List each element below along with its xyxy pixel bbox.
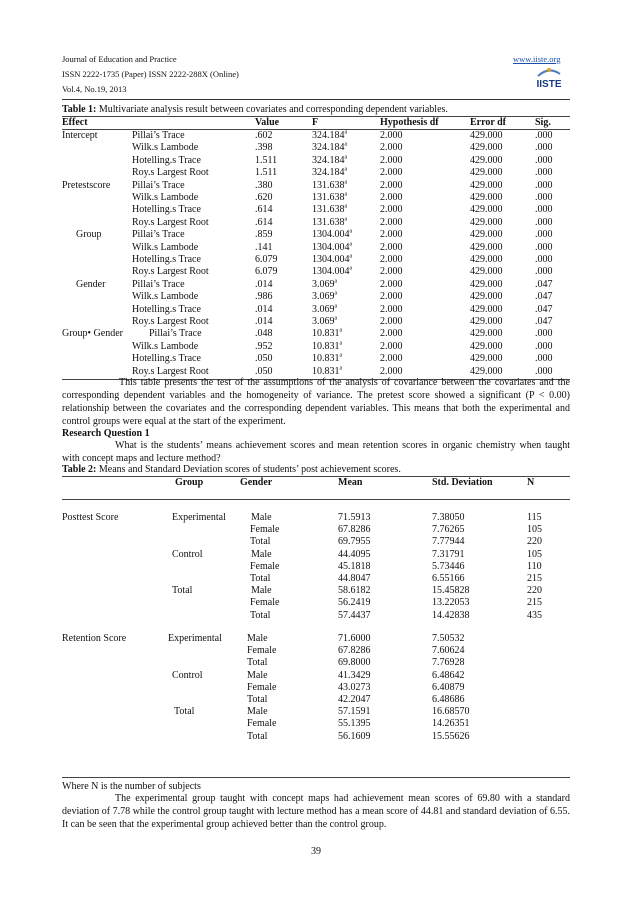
table1-sig: .047 — [535, 278, 553, 290]
table1-f: 131.638 — [312, 204, 345, 216]
table2-gender: Total — [247, 657, 268, 669]
table2-header-rule — [62, 499, 570, 500]
table2-top-rule — [62, 476, 570, 477]
table1-header-2: F — [312, 117, 319, 128]
table1-sig: .000 — [535, 328, 553, 340]
table2-mean: 42.2047 — [338, 694, 371, 705]
table1-hypothesis-df: 2.000 — [380, 303, 403, 315]
table1-error-df: 429.000 — [470, 204, 503, 216]
table1-f-superscript: a — [349, 228, 353, 235]
table1-sig: .000 — [535, 229, 553, 241]
table2-std-deviation: 6.40879 — [432, 681, 465, 693]
volume-line: Vol.4, No.19, 2013 — [62, 84, 127, 94]
table1-value: 6.079 — [255, 254, 278, 265]
table1-hypothesis-df: 2.000 — [380, 167, 403, 179]
table1-error-df: 429.000 — [470, 365, 503, 377]
table1-f-cell — [312, 142, 347, 155]
table1-caption: Table 1: Multivariate analysis result between covariates and corresponding dependent variables. — [62, 104, 448, 115]
table2-gender: Total — [250, 609, 271, 621]
table1-error-df: 429.000 — [470, 291, 503, 303]
table1-f-cell — [312, 155, 347, 168]
table2-std-deviation: 6.48686 — [432, 694, 465, 705]
table1-test: Pillai’s Trace — [149, 328, 202, 340]
table1-test: Pillai’s Trace — [132, 179, 185, 191]
table1-hypothesis-df: 2.000 — [380, 154, 403, 166]
table2-gender: Total — [250, 573, 271, 584]
table1-sig: .000 — [535, 130, 553, 141]
table1-f-superscript: a — [344, 166, 348, 173]
table2-mean: 56.1609 — [338, 730, 371, 742]
paragraph-2: The experimental group taught with concept maps had achievement mean scores of 69.80 with a standard deviation of 7.78 while the control group taught with lecture method has a mean score of 44.81 and standard deviation of 6.55. It can be seen that the experimental group achieved better than the control group. — [62, 793, 570, 830]
table2-std-deviation: 7.76928 — [432, 657, 465, 669]
table1-f-cell — [312, 229, 352, 242]
table2-caption: Table 2: Means and Standard Deviation scores of students’ post achievement scores. — [62, 464, 401, 475]
table1-f-superscript: a — [349, 253, 353, 260]
table1-sig: .000 — [535, 216, 553, 228]
table1-f-cell — [312, 266, 352, 279]
table2-gender: Male — [251, 512, 272, 523]
table1-effect: Group — [76, 229, 102, 241]
table1-hypothesis-df: 2.000 — [380, 241, 403, 253]
table2-mean: 69.8000 — [338, 657, 371, 669]
table1-value: 1.511 — [255, 167, 278, 179]
table1-value: .014 — [255, 303, 273, 315]
table1-value: .620 — [255, 192, 273, 203]
iiste-logo — [532, 64, 566, 90]
table1-value: .050 — [255, 353, 273, 365]
table1-f: 10.831 — [312, 353, 340, 365]
table1-test: Roy.s Largest Root — [132, 266, 209, 278]
table2-n: 215 — [527, 597, 542, 609]
table1-hypothesis-df: 2.000 — [380, 316, 403, 327]
table1-value: .380 — [255, 179, 273, 191]
table1-error-df: 429.000 — [470, 130, 503, 141]
table1-f: 324.184 — [312, 154, 345, 166]
table2-measure: Retention Score — [62, 633, 127, 644]
table1-hypothesis-df: 2.000 — [380, 254, 403, 265]
table1-error-df: 429.000 — [470, 142, 503, 154]
table2-n: 215 — [527, 573, 542, 584]
table1-value: .859 — [255, 229, 273, 241]
table1-sig: .000 — [535, 365, 553, 377]
table1-f-cell — [312, 180, 347, 193]
table1-hypothesis-df: 2.000 — [380, 142, 403, 154]
table2-gender: Female — [247, 645, 277, 657]
table1-hypothesis-df: 2.000 — [380, 216, 403, 228]
table2-std-deviation: 7.77944 — [432, 536, 465, 548]
table1-test: Hotelling.s Trace — [132, 303, 201, 315]
table1-hypothesis-df: 2.000 — [380, 229, 403, 241]
table1-test: Wilk.s Lambode — [132, 142, 199, 154]
table1-test: Wilk.s Lambode — [132, 241, 199, 253]
table2-mean: 44.8047 — [338, 573, 371, 584]
table2-gender: Female — [250, 597, 280, 609]
table2-mean: 57.4437 — [338, 609, 371, 621]
table1-f-superscript: a — [334, 290, 338, 297]
table1-value: .014 — [255, 316, 273, 327]
table1-value: .141 — [255, 241, 273, 253]
journal-name: Journal of Education and Practice — [62, 54, 177, 64]
table1-error-df: 429.000 — [470, 278, 503, 290]
table1-f-superscript: a — [344, 191, 348, 198]
table1-sig: .000 — [535, 142, 553, 154]
table1-error-df: 429.000 — [470, 353, 503, 365]
table1-f-cell — [312, 353, 342, 366]
page-number: 39 — [311, 846, 321, 857]
table1-f-cell — [312, 291, 337, 304]
table1-test: Hotelling.s Trace — [132, 154, 201, 166]
table2-mean: 43.0273 — [338, 681, 371, 693]
table1-test: Hotelling.s Trace — [132, 353, 201, 365]
table1-sig: .047 — [535, 316, 553, 327]
table1-f-superscript: a — [344, 216, 348, 223]
table1-sig: .000 — [535, 353, 553, 365]
table1-f: 131.638 — [312, 179, 345, 191]
table2-mean: 44.4095 — [338, 548, 371, 560]
table1-sig: .000 — [535, 192, 553, 203]
table2-group: Total — [172, 585, 193, 597]
table2-mean: 67.8286 — [338, 645, 371, 657]
table2-header-3: Std. Deviation — [432, 477, 493, 488]
table1-error-df: 429.000 — [470, 328, 503, 340]
table1-f-cell — [312, 341, 342, 354]
table2-mean: 58.6182 — [338, 585, 371, 597]
table2-group: Experimental — [172, 512, 226, 523]
table2-gender: Male — [251, 548, 272, 560]
table1-effect: Intercept — [62, 130, 98, 141]
table1-effect: Pretestscore — [62, 179, 111, 191]
table1-f-cell — [312, 316, 337, 329]
table2-gender: Female — [250, 560, 280, 572]
table1-f-superscript: a — [339, 340, 343, 347]
table1-sig: .000 — [535, 154, 553, 166]
table2-mean: 57.1591 — [338, 706, 371, 718]
table1-error-df: 429.000 — [470, 179, 503, 191]
svg-text:IISTE: IISTE — [536, 79, 562, 90]
table1-f-superscript: a — [339, 352, 343, 359]
table1-f-superscript: a — [334, 278, 338, 285]
table1-hypothesis-df: 2.000 — [380, 179, 403, 191]
table1-f-cell — [312, 217, 347, 230]
table1-f-superscript: a — [344, 129, 348, 136]
table2-std-deviation: 14.26351 — [432, 718, 470, 730]
issn-line: ISSN 2222-1735 (Paper) ISSN 2222-288X (Online) — [62, 69, 239, 79]
table1-error-df: 429.000 — [470, 241, 503, 253]
table2-std-deviation: 7.60624 — [432, 645, 465, 657]
table2-gender: Total — [247, 694, 268, 705]
table2-gender: Female — [247, 718, 277, 730]
table1-test: Roy.s Largest Root — [132, 167, 209, 179]
table1-test: Wilk.s Lambode — [132, 340, 199, 352]
table1-f-superscript: a — [344, 154, 348, 161]
table1-f: 1304.004 — [312, 229, 350, 241]
table2-group: Experimental — [168, 633, 222, 644]
table1-sig: .047 — [535, 291, 553, 303]
table1-error-df: 429.000 — [470, 192, 503, 203]
table1-error-df: 429.000 — [470, 340, 503, 352]
table1-sig: .000 — [535, 241, 553, 253]
table1-header-1: Value — [255, 117, 280, 128]
table1-value: .986 — [255, 291, 273, 303]
research-question-title: Research Question 1 — [62, 428, 150, 439]
table2-std-deviation: 7.38050 — [432, 512, 465, 523]
table2-group: Control — [172, 669, 203, 681]
table1-hypothesis-df: 2.000 — [380, 204, 403, 216]
table2-bottom-rule — [62, 777, 570, 778]
table1-test: Wilk.s Lambode — [132, 291, 199, 303]
table1-f-cell — [312, 254, 352, 267]
table2-n: 220 — [527, 585, 542, 597]
table1-f-superscript: a — [334, 315, 338, 322]
table2-std-deviation: 14.42838 — [432, 609, 470, 621]
table1-f-cell — [312, 130, 347, 143]
table1-test: Roy.s Largest Root — [132, 316, 209, 327]
table2-gender: Total — [250, 536, 271, 548]
table1-f-cell — [312, 328, 342, 341]
paragraph-1: This table presents the test of the assumptions of the analysis of covariance between the covariates and the corresponding dependent variables and the homogeneity of variance. The pretest score showed a significant (P < 0.00) relationship between the covariates and the corresponding dependent variables. This means that both the experimental and control groups were equal at the start of the experiment. — [62, 377, 570, 427]
table2-gender: Male — [251, 585, 272, 597]
table-note: Where N is the number of subjects — [62, 781, 201, 792]
table1-header-4: Error df — [470, 117, 507, 128]
table1-value: .952 — [255, 340, 273, 352]
table1-hypothesis-df: 2.000 — [380, 291, 403, 303]
table1-f-cell — [312, 204, 347, 217]
table2-mean: 69.7955 — [338, 536, 371, 548]
table1-test: Roy.s Largest Root — [132, 365, 209, 377]
table1-error-df: 429.000 — [470, 229, 503, 241]
table1-f-cell — [312, 242, 352, 255]
table1-error-df: 429.000 — [470, 266, 503, 278]
table1-f: 324.184 — [312, 130, 345, 141]
table1-f-superscript: a — [344, 142, 348, 149]
table1-error-df: 429.000 — [470, 216, 503, 228]
table1-f: 131.638 — [312, 192, 345, 203]
table1-header-0: Effect — [62, 117, 88, 128]
table1-test: Hotelling.s Trace — [132, 254, 201, 265]
table2-header-2: Mean — [338, 477, 363, 488]
table1-header-5: Sig. — [535, 117, 551, 128]
table2-std-deviation: 7.31791 — [432, 548, 465, 560]
table1-hypothesis-df: 2.000 — [380, 266, 403, 278]
table1-f-cell — [312, 167, 347, 180]
table1-sig: .000 — [535, 167, 553, 179]
table2-std-deviation: 15.55626 — [432, 730, 470, 742]
table2-mean: 56.2419 — [338, 597, 371, 609]
table1-f: 3.069 — [312, 278, 335, 290]
research-question-text: What is the students’ means achievement scores and mean retention scores in organic chemistry when taught with concept maps and lecture method? — [62, 440, 570, 464]
table1-hypothesis-df: 2.000 — [380, 328, 403, 340]
table2-mean: 71.5913 — [338, 512, 371, 523]
table1-f: 1304.004 — [312, 266, 350, 278]
table1-f-cell — [312, 192, 347, 205]
table1-value: 6.079 — [255, 266, 278, 278]
table1-caption-text: Multivariate analysis result between covariates and corresponding dependent variables. — [98, 104, 448, 115]
table1-test: Pillai’s Trace — [132, 278, 185, 290]
table1-test: Pillai’s Trace — [132, 130, 185, 141]
table1-error-df: 429.000 — [470, 154, 503, 166]
table2-n: 435 — [527, 609, 542, 621]
table2-std-deviation: 16.68570 — [432, 706, 470, 718]
table2-std-deviation: 15.45828 — [432, 585, 470, 597]
table1-f-superscript: a — [349, 241, 353, 248]
table2-gender: Female — [247, 681, 277, 693]
table2-std-deviation: 7.50532 — [432, 633, 465, 644]
table2-n: 110 — [527, 560, 542, 572]
table1-value: .614 — [255, 204, 273, 216]
table1-f: 324.184 — [312, 167, 345, 179]
table1-error-df: 429.000 — [470, 167, 503, 179]
table2-std-deviation: 6.55166 — [432, 573, 465, 584]
website-link[interactable]: www.iiste.org — [513, 54, 561, 64]
table1-value: .014 — [255, 278, 273, 290]
table1-f-cell — [312, 279, 337, 292]
table2-gender: Male — [247, 706, 268, 718]
table1-hypothesis-df: 2.000 — [380, 130, 403, 141]
table1-effect: Group• Gender — [62, 328, 123, 340]
table1-value: 1.511 — [255, 154, 278, 166]
table1-f: 10.831 — [312, 365, 340, 377]
table2-std-deviation: 6.48642 — [432, 669, 465, 681]
table1-f-superscript: a — [334, 303, 338, 310]
table1-error-df: 429.000 — [470, 316, 503, 327]
table1-sig: .000 — [535, 179, 553, 191]
table2-group: Control — [172, 548, 203, 560]
table1-value: .048 — [255, 328, 273, 340]
table2-gender: Male — [247, 633, 268, 644]
table2-header-4: N — [527, 477, 535, 488]
table1-f: 3.069 — [312, 303, 335, 315]
table1-f-superscript: a — [344, 204, 348, 211]
table1-f-superscript: a — [339, 365, 343, 372]
table2-std-deviation: 7.76265 — [432, 524, 465, 536]
table1-value: .050 — [255, 365, 273, 377]
table1-sig: .000 — [535, 340, 553, 352]
table2-gender: Male — [247, 669, 268, 681]
table2-mean: 55.1395 — [338, 718, 371, 730]
table1-sig: .047 — [535, 303, 553, 315]
table1-sig: .000 — [535, 254, 553, 265]
table1-value: .614 — [255, 216, 273, 228]
table2-n: 105 — [527, 524, 542, 536]
table1-hypothesis-df: 2.000 — [380, 353, 403, 365]
table2-n: 220 — [527, 536, 542, 548]
table1-error-df: 429.000 — [470, 303, 503, 315]
table2-mean: 45.1818 — [338, 560, 371, 572]
table1-f-superscript: a — [339, 328, 343, 335]
table1-hypothesis-df: 2.000 — [380, 278, 403, 290]
table1-f: 3.069 — [312, 316, 335, 327]
table1-f: 1304.004 — [312, 254, 350, 265]
table2-mean: 71.6000 — [338, 633, 371, 644]
table1-f: 10.831 — [312, 340, 340, 352]
table2-group: Total — [174, 706, 195, 718]
header-rule — [62, 99, 570, 100]
table2-mean: 41.3429 — [338, 669, 371, 681]
table1-test: Hotelling.s Trace — [132, 204, 201, 216]
table2-std-deviation: 5.73446 — [432, 560, 465, 572]
table1-sig: .000 — [535, 204, 553, 216]
table1-f: 131.638 — [312, 216, 345, 228]
table1-effect: Gender — [76, 278, 106, 290]
table2-measure: Posttest Score — [62, 512, 119, 523]
table1-error-df: 429.000 — [470, 254, 503, 265]
table1-value: .602 — [255, 130, 273, 141]
table1-f-superscript: a — [344, 179, 348, 186]
table2-mean: 67.8286 — [338, 524, 371, 536]
table1-f: 324.184 — [312, 142, 345, 154]
table1-f: 3.069 — [312, 291, 335, 303]
table1-test: Pillai’s Trace — [132, 229, 185, 241]
table1-f: 1304.004 — [312, 241, 350, 253]
table2-gender: Total — [247, 730, 268, 742]
table2-header-0: Group — [175, 477, 204, 488]
table2-std-deviation: 13.22053 — [432, 597, 470, 609]
table1-header-3: Hypothesis df — [380, 117, 439, 128]
table1-test: Roy.s Largest Root — [132, 216, 209, 228]
table1-value: .398 — [255, 142, 273, 154]
table2-header-1: Gender — [240, 477, 273, 488]
table1-test: Wilk.s Lambode — [132, 192, 199, 203]
table1-f-superscript: a — [349, 266, 353, 273]
table2-gender: Female — [250, 524, 280, 536]
table1-sig: .000 — [535, 266, 553, 278]
table2-n: 105 — [527, 548, 542, 560]
table1-hypothesis-df: 2.000 — [380, 340, 403, 352]
table2-n: 115 — [527, 512, 542, 523]
table1-hypothesis-df: 2.000 — [380, 365, 403, 377]
table1-f-cell — [312, 304, 337, 317]
table1-f: 10.831 — [312, 328, 340, 340]
table1-hypothesis-df: 2.000 — [380, 192, 403, 203]
table2-caption-text: Means and Standard Deviation scores of students’ post achievement scores. — [98, 464, 401, 475]
